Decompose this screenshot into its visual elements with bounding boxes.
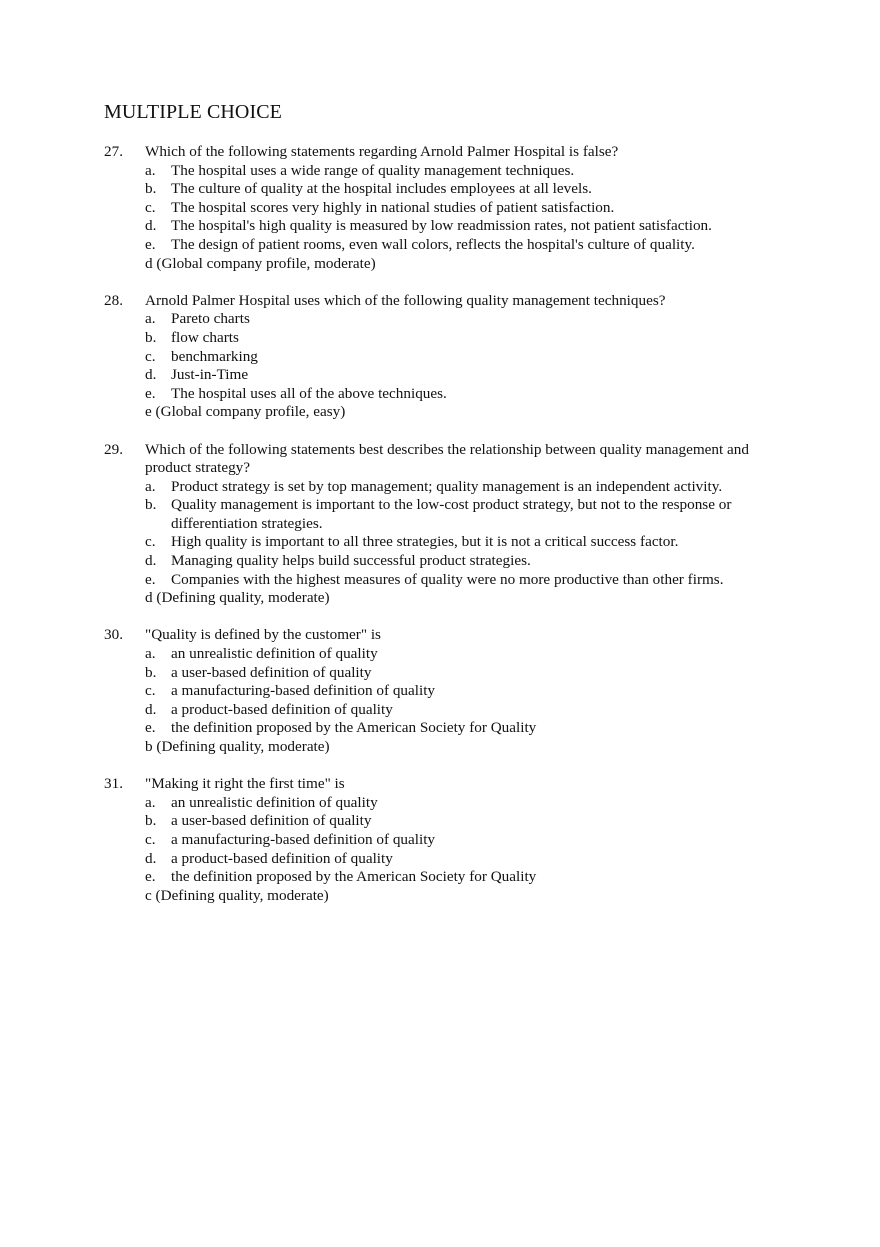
option-letter: e.	[145, 868, 156, 886]
answer-key: d (Defining quality, moderate)	[145, 589, 330, 607]
option-letter: d.	[145, 552, 157, 570]
option-e	[104, 868, 794, 887]
answer-key: e (Global company profile, easy)	[145, 403, 346, 421]
question-28	[104, 292, 794, 422]
option-c	[104, 682, 794, 701]
option-letter: c.	[145, 830, 156, 848]
option-text: a manufacturing-based definition of quality	[171, 830, 436, 848]
option-text: Just-in-Time	[171, 366, 249, 384]
question-number: 31.	[104, 775, 123, 793]
option-list	[104, 162, 794, 255]
option-b	[104, 812, 794, 831]
option-list	[104, 310, 794, 403]
option-text: Companies with the highest measures of quality were no more productive than other firms.	[171, 570, 724, 588]
option-e	[104, 719, 794, 738]
option-letter: c.	[145, 198, 156, 216]
option-letter: c.	[145, 682, 156, 700]
answer-key: b (Defining quality, moderate)	[145, 738, 330, 755]
question-29	[104, 441, 794, 608]
option-text: a manufacturing-based definition of quality	[171, 682, 436, 700]
option-list	[104, 794, 794, 887]
option-e	[104, 385, 794, 404]
option-text: The hospital's high quality is measured by low readmission rates, not patient satisfaction.	[171, 217, 712, 235]
question-header	[104, 775, 794, 794]
question-number: 29.	[104, 440, 123, 458]
option-text: Managing quality helps build successful product strategies.	[171, 552, 531, 570]
option-text: a user-based definition of quality	[171, 812, 372, 830]
option-b	[104, 329, 794, 348]
option-letter: a.	[145, 477, 156, 495]
question-number: 30.	[104, 626, 123, 644]
option-letter: e.	[145, 235, 156, 253]
option-a	[104, 310, 794, 329]
option-text: flow charts	[171, 328, 239, 346]
option-letter: e.	[145, 719, 156, 737]
option-b	[104, 180, 794, 199]
option-text: the definition proposed by the American Society for Quality	[171, 719, 537, 737]
question-header	[104, 441, 794, 478]
option-text: Quality management is important to the low-cost product strategy, but not to the response or differentiation strategies.	[171, 496, 732, 532]
option-letter: b.	[145, 663, 157, 681]
option-text: Product strategy is set by top management; quality management is an independent activity.	[171, 477, 723, 495]
option-text: an unrealistic definition of quality	[171, 793, 378, 811]
option-text: The hospital uses a wide range of quality management techniques.	[171, 161, 575, 179]
option-letter: d.	[145, 700, 157, 718]
option-text: Pareto charts	[171, 310, 250, 328]
question-header	[104, 626, 794, 645]
option-letter: b.	[145, 496, 157, 514]
option-letter: a.	[145, 645, 156, 663]
option-text: a product-based definition of quality	[171, 700, 393, 718]
option-c	[104, 199, 794, 218]
question-number: 27.	[104, 143, 123, 160]
option-a	[104, 162, 794, 181]
question-stem: "Making it right the first time" is	[145, 775, 345, 793]
option-d	[104, 701, 794, 720]
question-header	[104, 143, 794, 162]
question-stem: Which of the following statements best describes the relationship between quality management and product strategy?	[145, 440, 749, 477]
option-c	[104, 831, 794, 850]
option-a	[104, 794, 794, 813]
option-letter: e.	[145, 384, 156, 402]
section-title: MULTIPLE CHOICE	[104, 101, 282, 123]
option-text: a user-based definition of quality	[171, 663, 372, 681]
option-text: The design of patient rooms, even wall colors, reflects the hospital's culture of quality.	[171, 235, 695, 253]
option-c	[104, 533, 794, 552]
option-d	[104, 552, 794, 571]
option-text: High quality is important to all three strategies, but it is not a critical success factor.	[171, 533, 679, 551]
option-letter: a.	[145, 161, 156, 179]
question-27	[104, 143, 794, 273]
option-letter: c.	[145, 347, 156, 365]
option-letter: a.	[145, 793, 156, 811]
question-header	[104, 292, 794, 311]
option-text: The hospital uses all of the above techniques.	[171, 384, 447, 402]
option-list	[104, 645, 794, 738]
option-text: The hospital scores very highly in national studies of patient satisfaction.	[171, 198, 615, 216]
option-letter: b.	[145, 812, 157, 830]
option-e	[104, 236, 794, 255]
option-letter: b.	[145, 328, 157, 346]
option-d	[104, 366, 794, 385]
answer-key: d (Global company profile, moderate)	[145, 254, 376, 272]
option-b	[104, 664, 794, 683]
option-letter: d.	[145, 849, 157, 867]
question-stem: Arnold Palmer Hospital uses which of the following quality management techniques?	[145, 291, 666, 309]
option-text: the definition proposed by the American Society for Quality	[171, 868, 537, 886]
option-e	[104, 571, 794, 590]
answer-key: c (Defining quality, moderate)	[145, 886, 329, 904]
option-text: a product-based definition of quality	[171, 849, 393, 867]
question-stem: "Quality is defined by the customer" is	[145, 626, 381, 644]
option-letter: d.	[145, 217, 157, 235]
question-stem: Which of the following statements regarding Arnold Palmer Hospital is false?	[145, 143, 619, 160]
option-text: an unrealistic definition of quality	[171, 645, 378, 663]
option-a	[104, 645, 794, 664]
question-30	[104, 626, 794, 756]
option-text: benchmarking	[171, 347, 258, 365]
option-a	[104, 478, 794, 497]
option-letter: a.	[145, 310, 156, 328]
option-text: The culture of quality at the hospital includes employees at all levels.	[171, 180, 592, 198]
option-d	[104, 217, 794, 236]
option-list	[104, 478, 794, 590]
question-list	[104, 143, 794, 924]
option-d	[104, 850, 794, 869]
option-b	[104, 496, 794, 533]
question-number: 28.	[104, 291, 123, 309]
option-letter: e.	[145, 570, 156, 588]
option-letter: c.	[145, 533, 156, 551]
option-letter: d.	[145, 366, 157, 384]
option-letter: b.	[145, 180, 157, 198]
question-31	[104, 775, 794, 905]
option-c	[104, 348, 794, 367]
